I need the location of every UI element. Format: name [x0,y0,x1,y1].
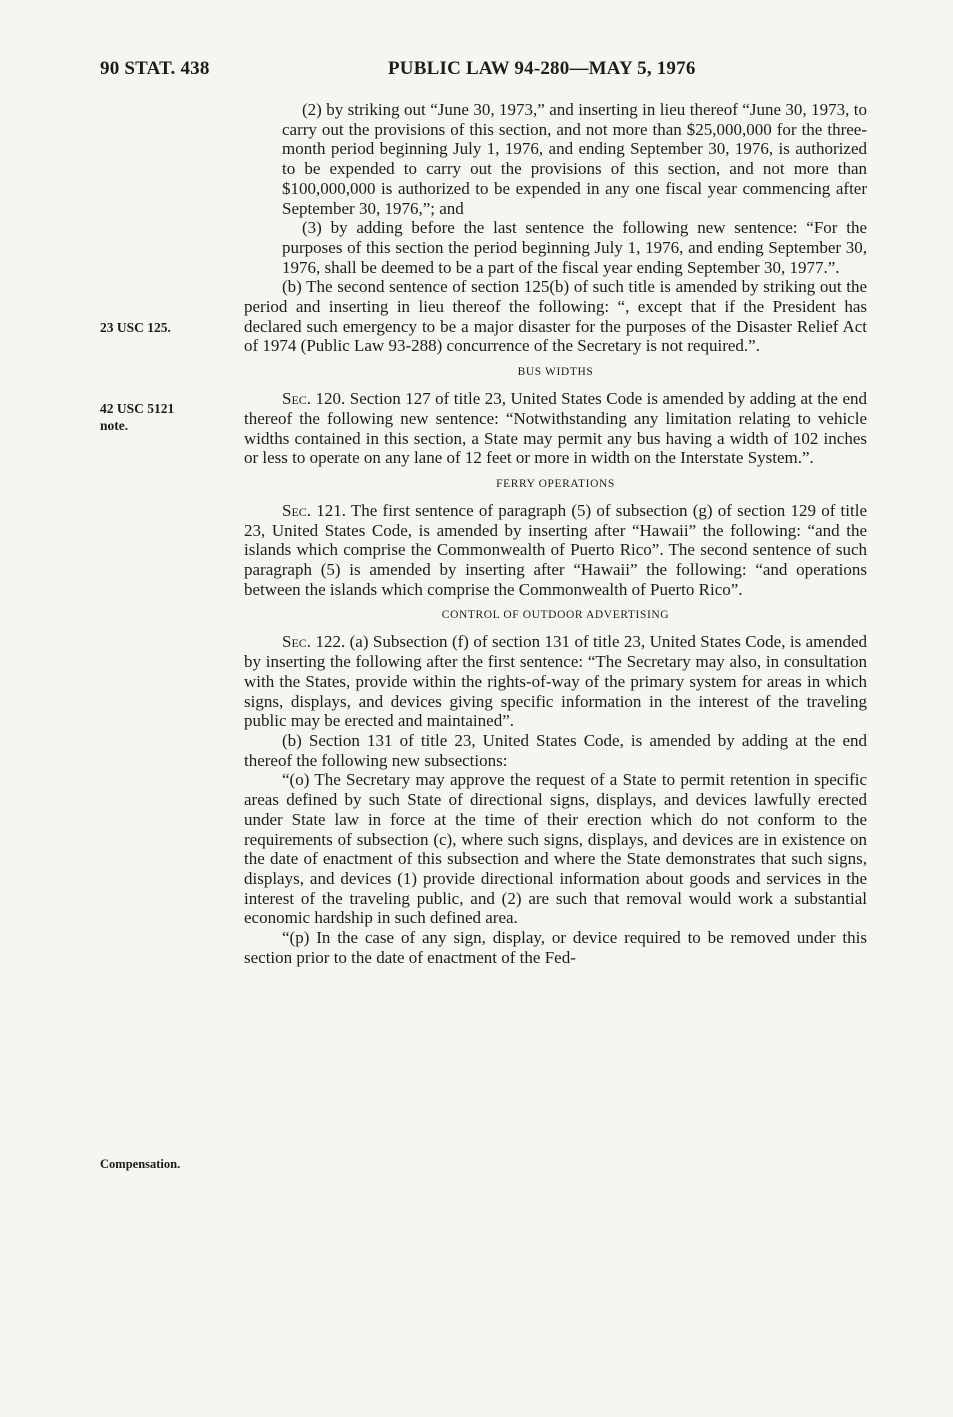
paragraph-3: (3) by adding before the last sentence the following new sentence: “For the purposes of this section the period beginning July 1, 1976, and ending September 30, 1976, shall be deemed to be a part of the fiscal year ending September 30, 1977.”. [282,218,867,277]
law-title: PUBLIC LAW 94-280—MAY 5, 1976 [388,58,696,79]
section-122-a [244,632,867,731]
margin-note-42-usc-5121: 42 USC 5121 [100,401,175,416]
section-120 [244,389,867,468]
page-header [0,58,953,84]
subsection-o: “(o) The Secretary may approve the request of a State to permit retention in specific areas defined by such State of directional signs, displays, and devices lawfully erected under State law in force at the time of their erection which do not conform to the requirements of subsection (c), where such signs, displays, and devices are in existence on the date of enactment of this subsection and where the State demonstrates that such signs, displays, and devices (1) provide directional information about goods and services in the interest of the traveling public, and (2) are such that removal would work a substantial economic hardship in such defined area. [244,770,867,928]
paragraph-2: (2) by striking out “June 30, 1973,” and inserting in lieu thereof “June 30, 1973, to carry out the provisions of this section, and not more than $25,000,000 for the three-month period beginning July 1, 1976, and ending September 30, 1976, is authorized to be expended to carry out the provisions of this section, and not more than $100,000,000 is authorized to be expended in any one fiscal year commencing after September 30, 1976,”; and [282,100,867,218]
heading-ferry-operations: FERRY OPERATIONS [496,477,615,490]
section-122-a-text: 122. (a) Subsection (f) of section 131 of title 23, United States Code, is amended by inserting the following after the first sentence: “The Secretary may also, in consultation with the States, provide within the rights-of-way of the primary system for areas in which signs, displays, and devices giving specific information in the interest of the traveling public may be erected and maintained”. [244,632,867,731]
statute-page-number: 90 STAT. 438 [100,58,210,79]
subsection-p: “(p) In the case of any sign, display, or device required to be removed under this section prior to the date of enactment of the Fed- [244,928,867,967]
section-121-text: 121. The first sentence of paragraph (5) of subsection (g) of section 129 of title 23, United States Code, is amended by inserting after “Hawaii” the following: “and the islands which comprise the Commonwealth of Puerto Rico”. The second sentence of such paragraph (5) is amended by inserting after “Hawaii” the following: “and operations between the islands which comprise the Commonwealth of Puerto Rico”. [244,500,867,599]
paragraph-b: (b) The second sentence of section 125(b) of such title is amended by striking out the period and inserting in lieu thereof the following: “, except that if the President has declared such emergency to be a major disaster for the purposes of the Disaster Relief Act of 1974 (Public Law 93-288) concurrence of the Secretary is not required.”. [244,277,867,356]
margin-note-42-usc-5121-note: note. [100,418,129,433]
margin-note-compensation: Compensation. [100,1157,181,1171]
section-122-label: Sec. [282,632,312,652]
section-121 [244,501,867,600]
heading-outdoor-advertising: CONTROL OF OUTDOOR ADVERTISING [441,609,670,622]
section-120-label: Sec. [282,389,312,409]
section-120-text: 120. Section 127 of title 23, United States Code is amended by adding at the end thereof the following new sentence: “Notwithstanding any limitation relating to vehicle widths contained in this section, a State may permit any bus having a width of 102 inches or less to operate on any lane of 12 feet or more in width on the Interstate System.”. [244,389,867,468]
section-121-label: Sec. [282,500,312,520]
heading-bus-widths: BUS WIDTHS [517,366,594,379]
margin-note-23-usc-125: 23 USC 125. [100,320,171,335]
section-122-b: (b) Section 131 of title 23, United States Code, is amended by adding at the end thereof the following new subsections: [244,730,867,770]
law-body-text [244,100,867,967]
